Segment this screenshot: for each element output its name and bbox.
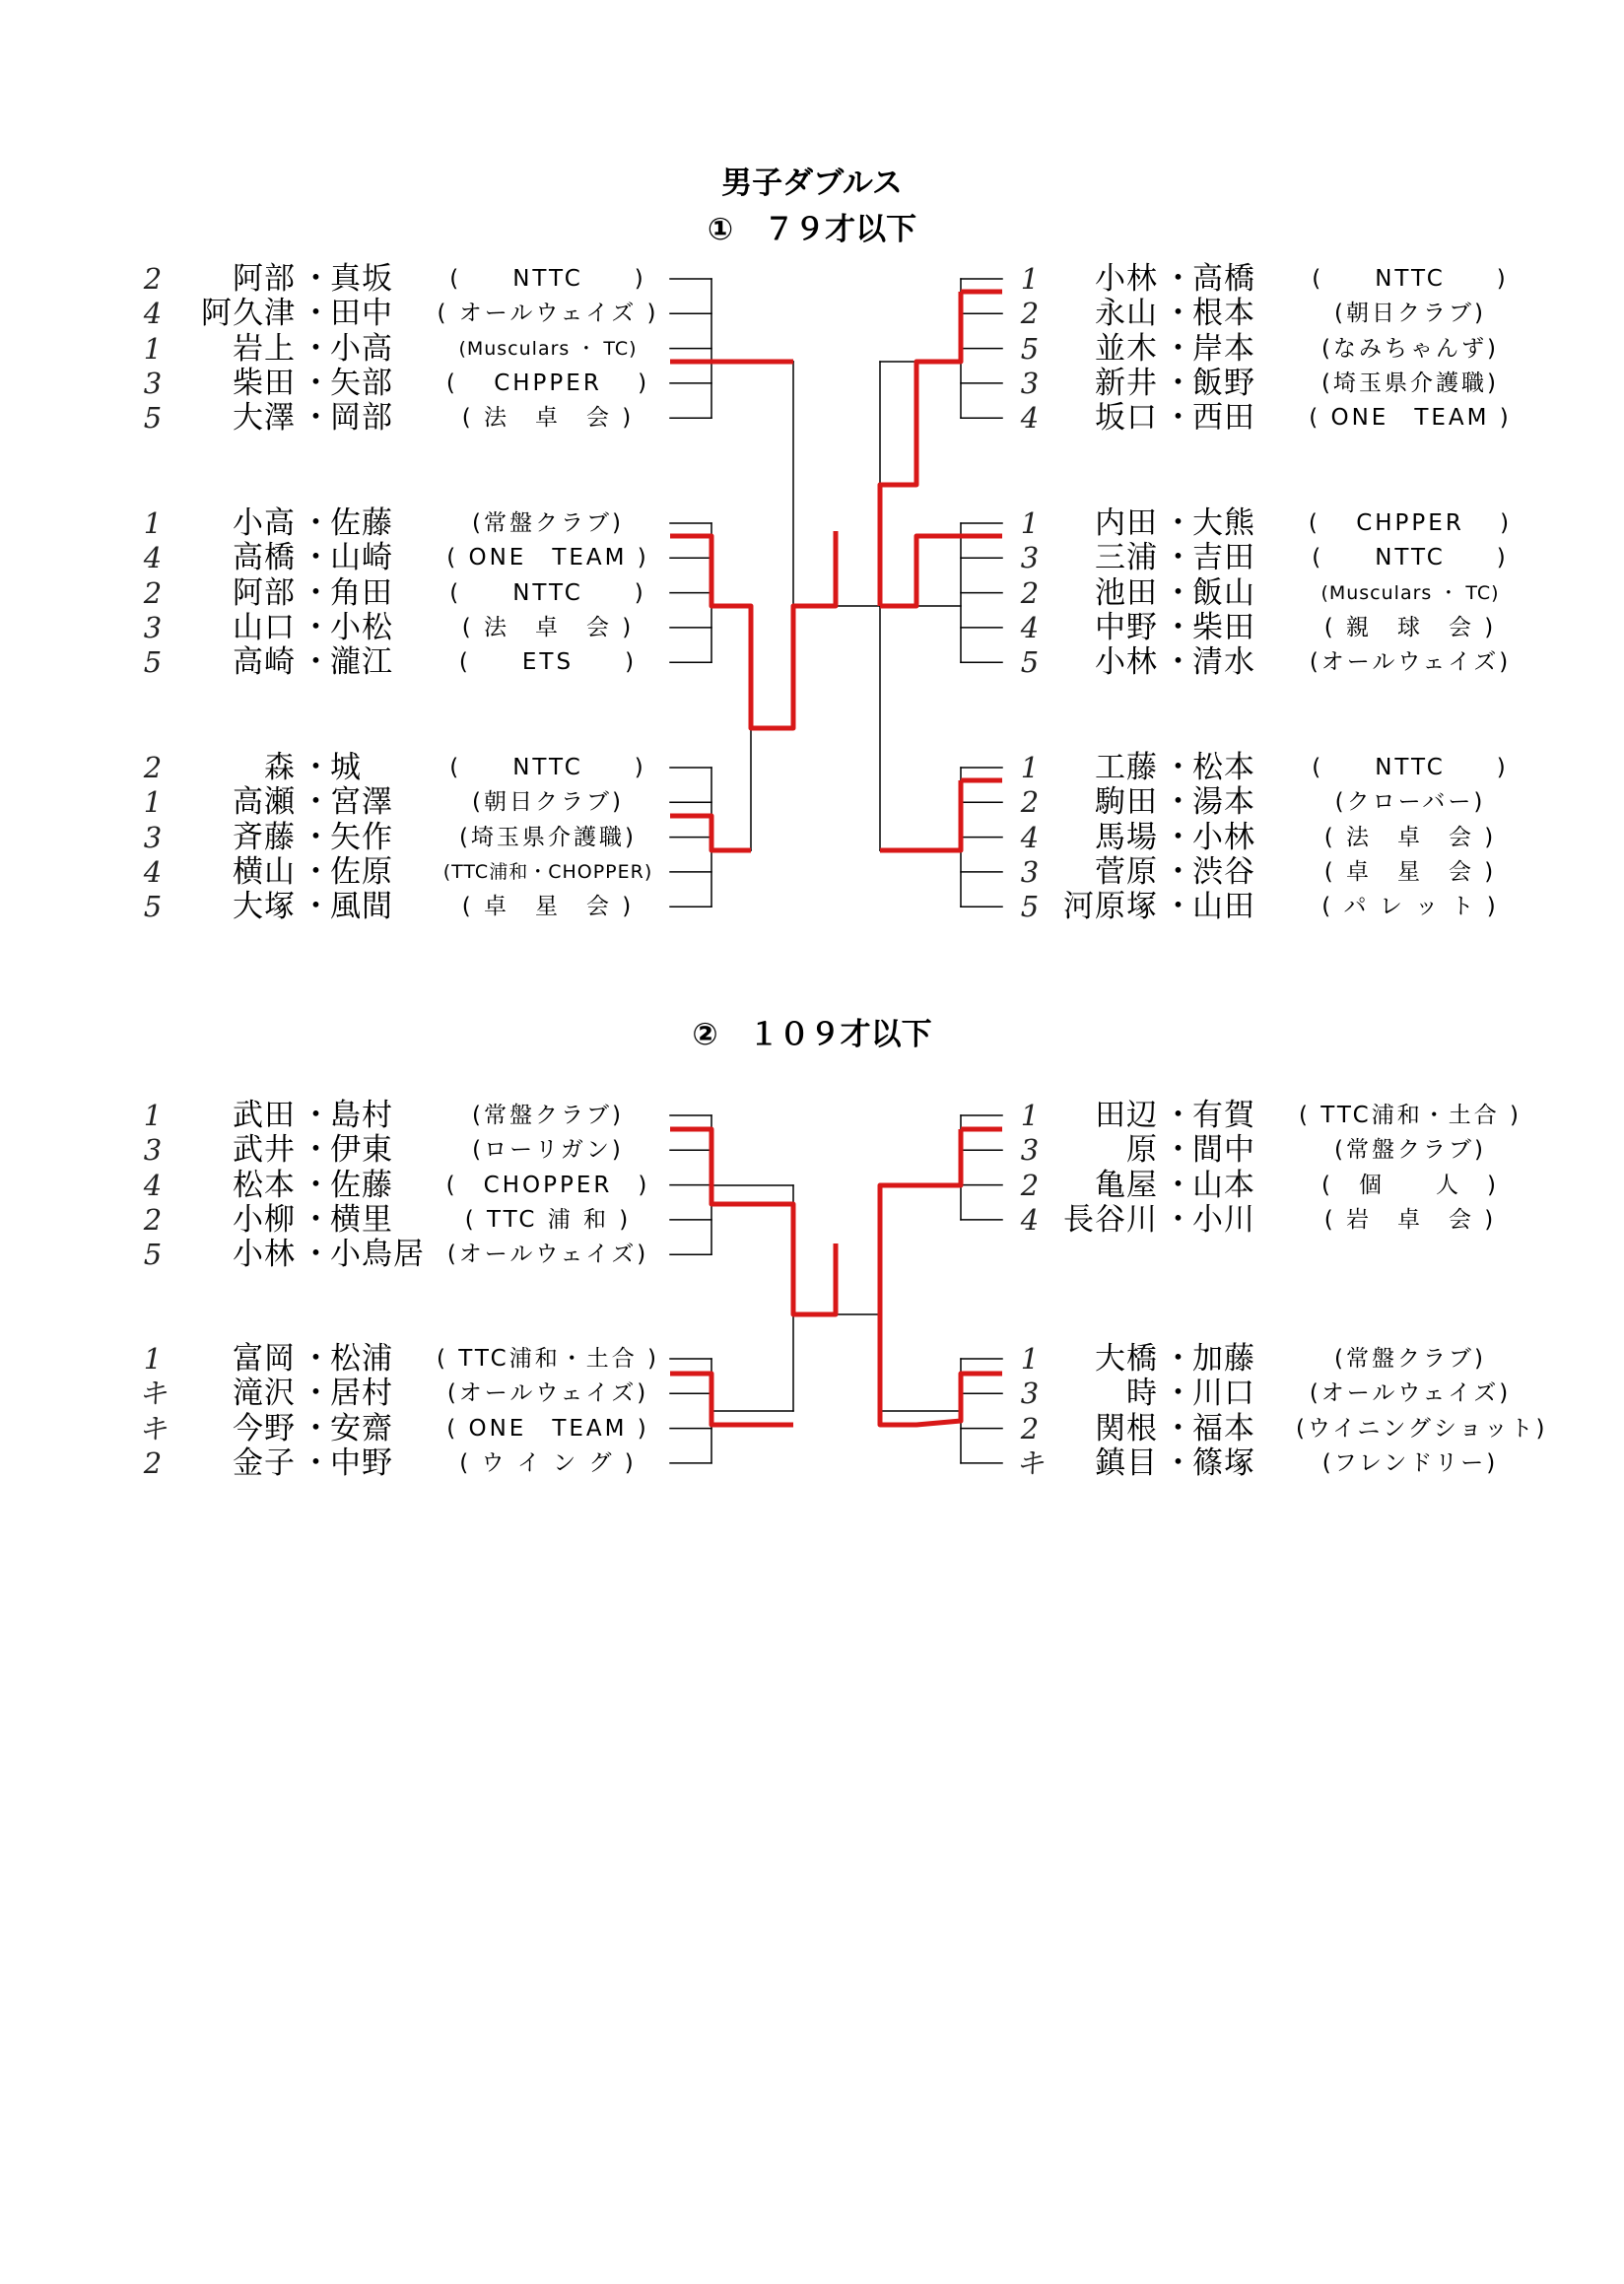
separator-dot: ・ [1163,574,1193,611]
club-name: ( NTTC ) [1312,266,1509,292]
club-name: ( NTTC ) [1312,755,1509,780]
club-name: ( NTTC ) [449,755,646,780]
separator-dot: ・ [301,1444,331,1481]
separator-dot: ・ [301,644,331,681]
player1-name: 田辺 [1095,1098,1158,1133]
right-entry-row [0,1098,1624,1133]
separator-dot: ・ [301,261,331,297]
left-entry-row [0,1237,1624,1272]
rank-mark: 2 [143,1202,163,1237]
player2-name: 山崎 [330,540,393,576]
player2-name: 矢作 [330,819,393,855]
player2-name: 佐原 [330,853,393,890]
rank-mark: 2 [143,1445,163,1480]
player1-name: 小林 [233,1237,296,1273]
player2-name: 松浦 [330,1341,393,1377]
club-name: ( NTTC ) [449,579,646,606]
rank-mark: 2 [1020,1411,1040,1445]
player1-name: 松本 [233,1167,296,1203]
separator-dot: ・ [301,1132,331,1169]
separator-dot: ・ [1163,784,1193,821]
separator-dot: ・ [1163,819,1193,855]
club-name: ( ONE TEAM ) [1309,405,1512,432]
separator-dot: ・ [1163,1410,1193,1446]
player2-name: 篠塚 [1192,1444,1255,1481]
club-name: ( 岩 卓 会 ) [1323,1206,1497,1233]
player1-name: 大塚 [233,889,296,925]
rank-mark: 5 [143,1238,163,1272]
rank-mark: 2 [143,262,163,296]
club-name: (常盤クラブ) [1334,1346,1486,1372]
right-entry-row [0,575,1624,611]
player1-name: 武田 [233,1098,296,1133]
separator-dot: ・ [301,505,331,541]
player1-name: 高橋 [233,540,296,576]
club-name: (常盤クラブ) [472,1103,624,1128]
rank-mark: 1 [1020,751,1040,784]
club-name: ( NTTC ) [449,266,646,292]
player1-name: 坂口 [1095,400,1158,437]
club-name: ( CHOPPER ) [445,1172,650,1198]
player2-name: 小林 [1192,819,1255,855]
player1-name: 小林 [1095,261,1158,297]
club-name: (オールウェイズ) [446,1242,649,1268]
player2-name: 小松 [330,609,393,645]
rank-mark: 3 [1020,366,1040,400]
club-name: (オールウェイズ) [1309,649,1512,676]
player1-name: 新井 [1095,365,1158,401]
player1-name: 山口 [233,609,296,645]
player1-name: 時 [1126,1376,1158,1412]
rank-mark: 4 [143,1168,163,1202]
rank-mark: 3 [1020,1133,1040,1168]
rank-mark: 1 [143,1342,163,1376]
player2-name: 小鳥居 [330,1237,425,1273]
rank-mark: キ [138,1377,168,1411]
right-entry-row [0,644,1624,680]
player1-name: 高崎 [233,644,296,681]
player2-name: 佐藤 [330,505,393,541]
club-name: ( CHPPER ) [445,369,650,396]
player2-name: 風間 [330,889,393,925]
club-name: ( 個 人 ) [1321,1172,1499,1198]
player2-name: 湯本 [1192,784,1255,821]
player1-name: 金子 [233,1444,296,1481]
player2-name: 川口 [1192,1376,1255,1412]
player1-name: 滝沢 [233,1376,296,1412]
right-entry-row [0,505,1624,541]
player2-name: 佐藤 [330,1167,393,1203]
separator-dot: ・ [1163,365,1193,401]
right-entry-row [0,400,1624,436]
separator-dot: ・ [301,1201,331,1238]
player1-name: 阿久津 [201,296,296,332]
player1-name: 中野 [1095,609,1158,645]
rank-mark: 1 [143,331,163,366]
right-entry-row [0,366,1624,401]
separator-dot: ・ [301,574,331,611]
club-name: (Musculars ・ TC) [458,337,638,360]
rank-mark: 3 [1020,541,1040,575]
club-name: ( オールウェイズ ) [437,301,659,327]
separator-dot: ・ [301,750,331,785]
player1-name: 亀屋 [1095,1167,1158,1203]
player2-name: 中野 [330,1444,393,1481]
club-name: ( 法 卓 会 ) [461,405,635,432]
separator-dot: ・ [301,400,331,437]
separator-dot: ・ [1163,1098,1193,1133]
player2-name: 山田 [1192,889,1255,925]
player2-name: 小川 [1192,1201,1255,1238]
rank-mark: 3 [143,1133,163,1168]
club-name: (Musculars ・ TC) [1320,581,1500,604]
rank-mark: 2 [1020,785,1040,820]
player1-name: 河原塚 [1063,889,1158,925]
right-entry-row [0,296,1624,331]
club-name: ( TTC 浦 和 ) [464,1206,632,1233]
player1-name: 関根 [1095,1410,1158,1446]
right-entry-row [0,889,1624,924]
player2-name: 居村 [330,1376,393,1412]
player2-name: 安齋 [330,1410,393,1446]
rank-mark: キ [1015,1445,1045,1480]
club-name: (常盤クラブ) [1334,1137,1486,1164]
club-name: (ウイニングショット) [1296,1415,1548,1442]
player2-name: 吉田 [1192,540,1255,576]
rank-mark: 5 [143,890,163,924]
player1-name: 武井 [233,1132,296,1169]
player1-name: 小高 [233,505,296,541]
rank-mark: 4 [1020,401,1040,436]
separator-dot: ・ [301,784,331,821]
player2-name: 城 [330,750,362,785]
separator-dot: ・ [1163,296,1193,332]
player2-name: 島村 [330,1098,393,1133]
player1-name: 長谷川 [1063,1201,1158,1238]
rank-mark: 4 [1020,1202,1040,1237]
separator-dot: ・ [301,1341,331,1377]
player2-name: 清水 [1192,644,1255,681]
player2-name: 松本 [1192,750,1255,785]
club-name: (常盤クラブ) [472,510,624,536]
rank-mark: 4 [1020,820,1040,854]
rank-mark: 3 [1020,854,1040,889]
separator-dot: ・ [1163,540,1193,576]
club-name: ( ウ イ ン グ ) [459,1449,637,1476]
player2-name: 柴田 [1192,609,1255,645]
player1-name: 鎮目 [1095,1444,1158,1481]
rank-mark: 5 [1020,331,1040,366]
player2-name: 横里 [330,1201,393,1238]
player1-name: 小林 [1095,644,1158,681]
club-name: (朝日クラブ) [472,789,624,816]
player1-name: 並木 [1095,330,1158,367]
rank-mark: 3 [143,366,163,400]
player2-name: 根本 [1192,296,1255,332]
club-name: (ローリガン) [472,1137,624,1164]
club-name: ( 卓 星 会 ) [461,894,635,920]
club-name: ( ONE TEAM ) [446,545,649,571]
player1-name: 岩上 [233,330,296,367]
rank-mark: 1 [1020,1342,1040,1376]
player1-name: 富岡 [233,1341,296,1377]
club-name: (TTC浦和・CHOPPER) [442,860,653,883]
player1-name: 駒田 [1095,784,1158,821]
separator-dot: ・ [1163,400,1193,437]
player1-name: 阿部 [233,574,296,611]
club-name: ( TTC浦和・土合 ) [437,1346,659,1372]
separator-dot: ・ [1163,1341,1193,1377]
separator-dot: ・ [1163,1201,1193,1238]
rank-mark: 5 [1020,645,1040,680]
right-entry-row [0,1168,1624,1203]
player2-name: 伊東 [330,1132,393,1169]
right-entry-row [0,1376,1624,1411]
player1-name: 菅原 [1095,853,1158,890]
right-entry-row [0,1341,1624,1377]
player2-name: 飯山 [1192,574,1255,611]
section-heading-109: ② １０９才以下 [692,1017,932,1052]
separator-dot: ・ [301,1098,331,1133]
player1-name: 原 [1126,1132,1158,1169]
player2-name: 福本 [1192,1410,1255,1446]
player2-name: 間中 [1192,1132,1255,1169]
player2-name: 渋谷 [1192,853,1255,890]
separator-dot: ・ [1163,644,1193,681]
player2-name: 西田 [1192,400,1255,437]
club-name: ( パ レ ッ ト ) [1321,894,1499,920]
separator-dot: ・ [301,853,331,890]
right-entry-row [0,1445,1624,1481]
player1-name: 今野 [233,1410,296,1446]
rank-mark: 2 [143,751,163,784]
player1-name: 永山 [1095,296,1158,332]
club-name: ( 親 球 会 ) [1323,614,1497,640]
player2-name: 岸本 [1192,330,1255,367]
club-name: ( ONE TEAM ) [446,1415,649,1442]
player2-name: 角田 [330,574,393,611]
player2-name: 矢部 [330,365,393,401]
right-entry-row [0,750,1624,785]
rank-mark: 1 [143,785,163,820]
club-name: ( TTC浦和・土合 ) [1299,1103,1522,1128]
page-title: 男子ダブルス [721,166,903,201]
separator-dot: ・ [1163,1167,1193,1203]
rank-mark: 3 [143,610,163,644]
separator-dot: ・ [1163,330,1193,367]
player1-name: 森 [264,750,296,785]
player1-name: 小柳 [233,1201,296,1238]
right-entry-row [0,854,1624,890]
separator-dot: ・ [301,819,331,855]
player1-name: 柴田 [233,365,296,401]
separator-dot: ・ [301,296,331,332]
club-name: (埼玉県介護職) [1321,369,1499,396]
right-entry-row [0,1202,1624,1238]
rank-mark: 5 [1020,890,1040,924]
club-name: ( 法 卓 会 ) [1323,824,1497,850]
player2-name: 宮澤 [330,784,393,821]
player1-name: 馬場 [1095,819,1158,855]
separator-dot: ・ [1163,889,1193,925]
player1-name: 三浦 [1095,540,1158,576]
separator-dot: ・ [1163,1376,1193,1412]
rank-mark: 5 [143,401,163,436]
player2-name: 大熊 [1192,505,1255,541]
player2-name: 飯野 [1192,365,1255,401]
separator-dot: ・ [301,330,331,367]
rank-mark: 1 [1020,262,1040,296]
player2-name: 高橋 [1192,261,1255,297]
club-name: (オールウェイズ) [1309,1380,1512,1407]
separator-dot: ・ [1163,609,1193,645]
rank-mark: 4 [143,854,163,889]
rank-mark: キ [138,1411,168,1445]
separator-dot: ・ [1163,505,1193,541]
right-entry-row [0,1132,1624,1168]
player2-name: 瀧江 [330,644,393,681]
rank-mark: 4 [1020,610,1040,644]
separator-dot: ・ [301,1237,331,1273]
player2-name: 真坂 [330,261,393,297]
rank-mark: 1 [1020,1099,1040,1132]
player1-name: 大澤 [233,400,296,437]
rank-mark: 4 [143,297,163,331]
player1-name: 高瀬 [233,784,296,821]
rank-mark: 1 [1020,506,1040,540]
player2-name: 加藤 [1192,1341,1255,1377]
player2-name: 小高 [330,330,393,367]
separator-dot: ・ [1163,1132,1193,1169]
player1-name: 工藤 [1095,750,1158,785]
player1-name: 横山 [233,853,296,890]
separator-dot: ・ [301,889,331,925]
rank-mark: 1 [143,506,163,540]
rank-mark: 2 [1020,297,1040,331]
section-heading-79: ① ７９才以下 [707,212,917,247]
club-name: ( 卓 星 会 ) [1323,858,1497,885]
separator-dot: ・ [1163,853,1193,890]
club-name: ( NTTC ) [1312,545,1509,571]
player1-name: 内田 [1095,505,1158,541]
player2-name: 岡部 [330,400,393,437]
right-entry-row [0,610,1624,645]
club-name: (埼玉県介護職) [459,824,637,850]
club-name: (フレンドリー) [1321,1449,1499,1476]
player1-name: 大橋 [1095,1341,1158,1377]
separator-dot: ・ [301,365,331,401]
player2-name: 田中 [330,296,393,332]
club-name: ( ETS ) [458,649,638,676]
club-name: (朝日クラブ) [1334,301,1486,327]
right-entry-row [0,540,1624,575]
player1-name: 斉藤 [233,819,296,855]
separator-dot: ・ [301,1167,331,1203]
player1-name: 阿部 [233,261,296,297]
right-entry-row [0,1411,1624,1446]
right-entry-row [0,820,1624,855]
rank-mark: 1 [143,1099,163,1132]
rank-mark: 4 [143,541,163,575]
separator-dot: ・ [301,1410,331,1446]
rank-mark: 3 [1020,1377,1040,1411]
club-name: ( 法 卓 会 ) [461,614,635,640]
player2-name: 有賀 [1192,1098,1255,1133]
right-entry-row [0,784,1624,820]
rank-mark: 3 [143,820,163,854]
club-name: (オールウェイズ) [446,1380,649,1407]
rank-mark: 2 [1020,1168,1040,1202]
rank-mark: 5 [143,645,163,680]
club-name: (なみちゃんず) [1321,335,1499,362]
rank-mark: 2 [1020,575,1040,610]
right-entry-row [0,331,1624,367]
player1-name: 池田 [1095,574,1158,611]
separator-dot: ・ [301,540,331,576]
player2-name: 山本 [1192,1167,1255,1203]
separator-dot: ・ [1163,261,1193,297]
club-name: (クローバー) [1334,789,1486,816]
rank-mark: 2 [143,575,163,610]
separator-dot: ・ [301,1376,331,1412]
right-entry-row [0,261,1624,297]
separator-dot: ・ [1163,1444,1193,1481]
separator-dot: ・ [301,609,331,645]
club-name: ( CHPPER ) [1308,510,1513,536]
separator-dot: ・ [1163,750,1193,785]
